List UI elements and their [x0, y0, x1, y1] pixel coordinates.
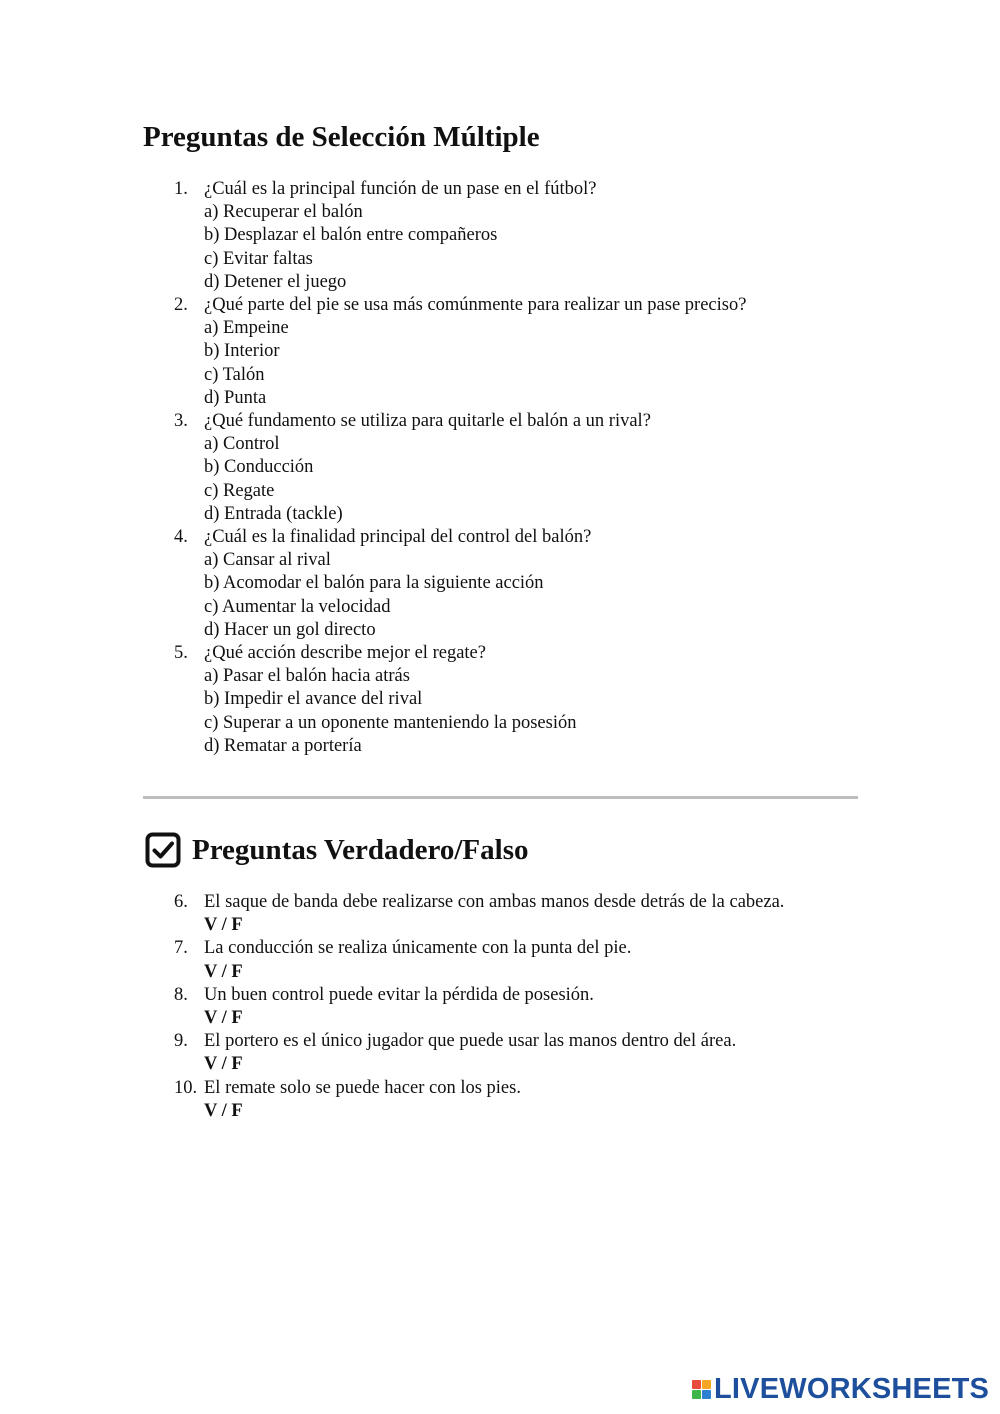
true-false-answer[interactable]: V / F: [204, 1008, 243, 1029]
question-number: 3.: [174, 411, 188, 432]
question-text: Un buen control puede evitar la pérdida de posesión.: [204, 984, 594, 1005]
checkbox-checked-icon: [145, 832, 181, 868]
liveworksheets-logo: [692, 1373, 989, 1405]
answer-option: c) Regate: [204, 480, 275, 501]
answer-option: c) Talón: [204, 364, 265, 385]
question-number: 9.: [174, 1031, 188, 1052]
question-text: El saque de banda debe realizarse con ambas manos desde detrás de la cabeza.: [204, 892, 785, 912]
question-number: 1.: [174, 179, 188, 199]
question-number: 4.: [174, 527, 188, 548]
question-item: [174, 294, 746, 410]
question-item: [174, 642, 746, 758]
answer-option: d) Hacer un gol directo: [204, 619, 376, 640]
true-false-heading: Preguntas Verdadero/Falso: [192, 834, 529, 866]
true-false-answer[interactable]: V / F: [204, 1054, 243, 1075]
answer-option: b) Acomodar el balón para la siguiente acción: [204, 573, 544, 594]
true-false-heading-row: [145, 832, 528, 868]
answer-option: b) Conducción: [204, 457, 314, 478]
logo-tile: [692, 1380, 701, 1389]
question-text: La conducción se realiza únicamente con la punta del pie.: [204, 938, 632, 959]
multiple-choice-list: [174, 178, 746, 758]
question-item: [174, 526, 746, 642]
answer-option: b) Impedir el avance del rival: [204, 689, 423, 710]
question-number: 6.: [174, 892, 188, 912]
true-false-answer[interactable]: V / F: [204, 915, 243, 936]
question-item: [174, 178, 746, 294]
question-item: [174, 410, 746, 526]
true-false-answer[interactable]: V / F: [204, 961, 243, 982]
question-text: ¿Cuál es la finalidad principal del control del balón?: [204, 527, 592, 548]
answer-option: b) Interior: [204, 341, 280, 362]
question-text: El portero es el único jugador que puede usar las manos dentro del área.: [204, 1031, 737, 1052]
answer-option: a) Control: [204, 434, 280, 455]
question-item: [174, 984, 784, 1030]
section-divider: [143, 796, 858, 799]
logo-tile: [702, 1380, 711, 1389]
logo-tile: [692, 1390, 701, 1399]
multiple-choice-heading: Preguntas de Selección Múltiple: [143, 121, 540, 153]
question-number: 2.: [174, 295, 188, 316]
answer-option: c) Aumentar la velocidad: [204, 596, 391, 617]
answer-option: a) Pasar el balón hacia atrás: [204, 666, 410, 687]
question-text: ¿Qué parte del pie se usa más comúnmente para realizar un pase preciso?: [204, 295, 747, 316]
answer-option: a) Empeine: [204, 318, 289, 339]
true-false-list: [174, 891, 784, 1123]
question-item: [174, 891, 784, 937]
logo-tile: [702, 1390, 711, 1399]
answer-option: c) Superar a un oponente manteniendo la posesión: [204, 712, 577, 733]
answer-option: d) Rematar a portería: [204, 735, 362, 756]
question-number: 7.: [174, 938, 188, 959]
question-number: 5.: [174, 643, 188, 664]
question-item: [174, 1077, 784, 1123]
question-text: ¿Qué fundamento se utiliza para quitarle el balón a un rival?: [204, 411, 651, 432]
question-number: 8.: [174, 984, 188, 1005]
question-item: [174, 1030, 784, 1076]
answer-option: b) Desplazar el balón entre compañeros: [204, 225, 498, 246]
logo-text: LIVEWORKSHEETS: [714, 1373, 990, 1405]
question-text: ¿Cuál es la principal función de un pase en el fútbol?: [204, 179, 597, 199]
liveworksheets-logo-icon: [692, 1380, 711, 1399]
true-false-answer[interactable]: V / F: [204, 1100, 243, 1121]
answer-option: a) Recuperar el balón: [204, 202, 363, 223]
answer-option: d) Punta: [204, 387, 267, 408]
question-text: ¿Qué acción describe mejor el regate?: [204, 643, 486, 664]
question-text: El remate solo se puede hacer con los pies.: [204, 1077, 521, 1098]
answer-option: d) Detener el juego: [204, 271, 347, 292]
answer-option: c) Evitar faltas: [204, 248, 313, 269]
answer-option: a) Cansar al rival: [204, 550, 331, 571]
answer-option: d) Entrada (tackle): [204, 503, 343, 524]
question-number: 10.: [174, 1077, 198, 1098]
question-item: [174, 937, 784, 983]
